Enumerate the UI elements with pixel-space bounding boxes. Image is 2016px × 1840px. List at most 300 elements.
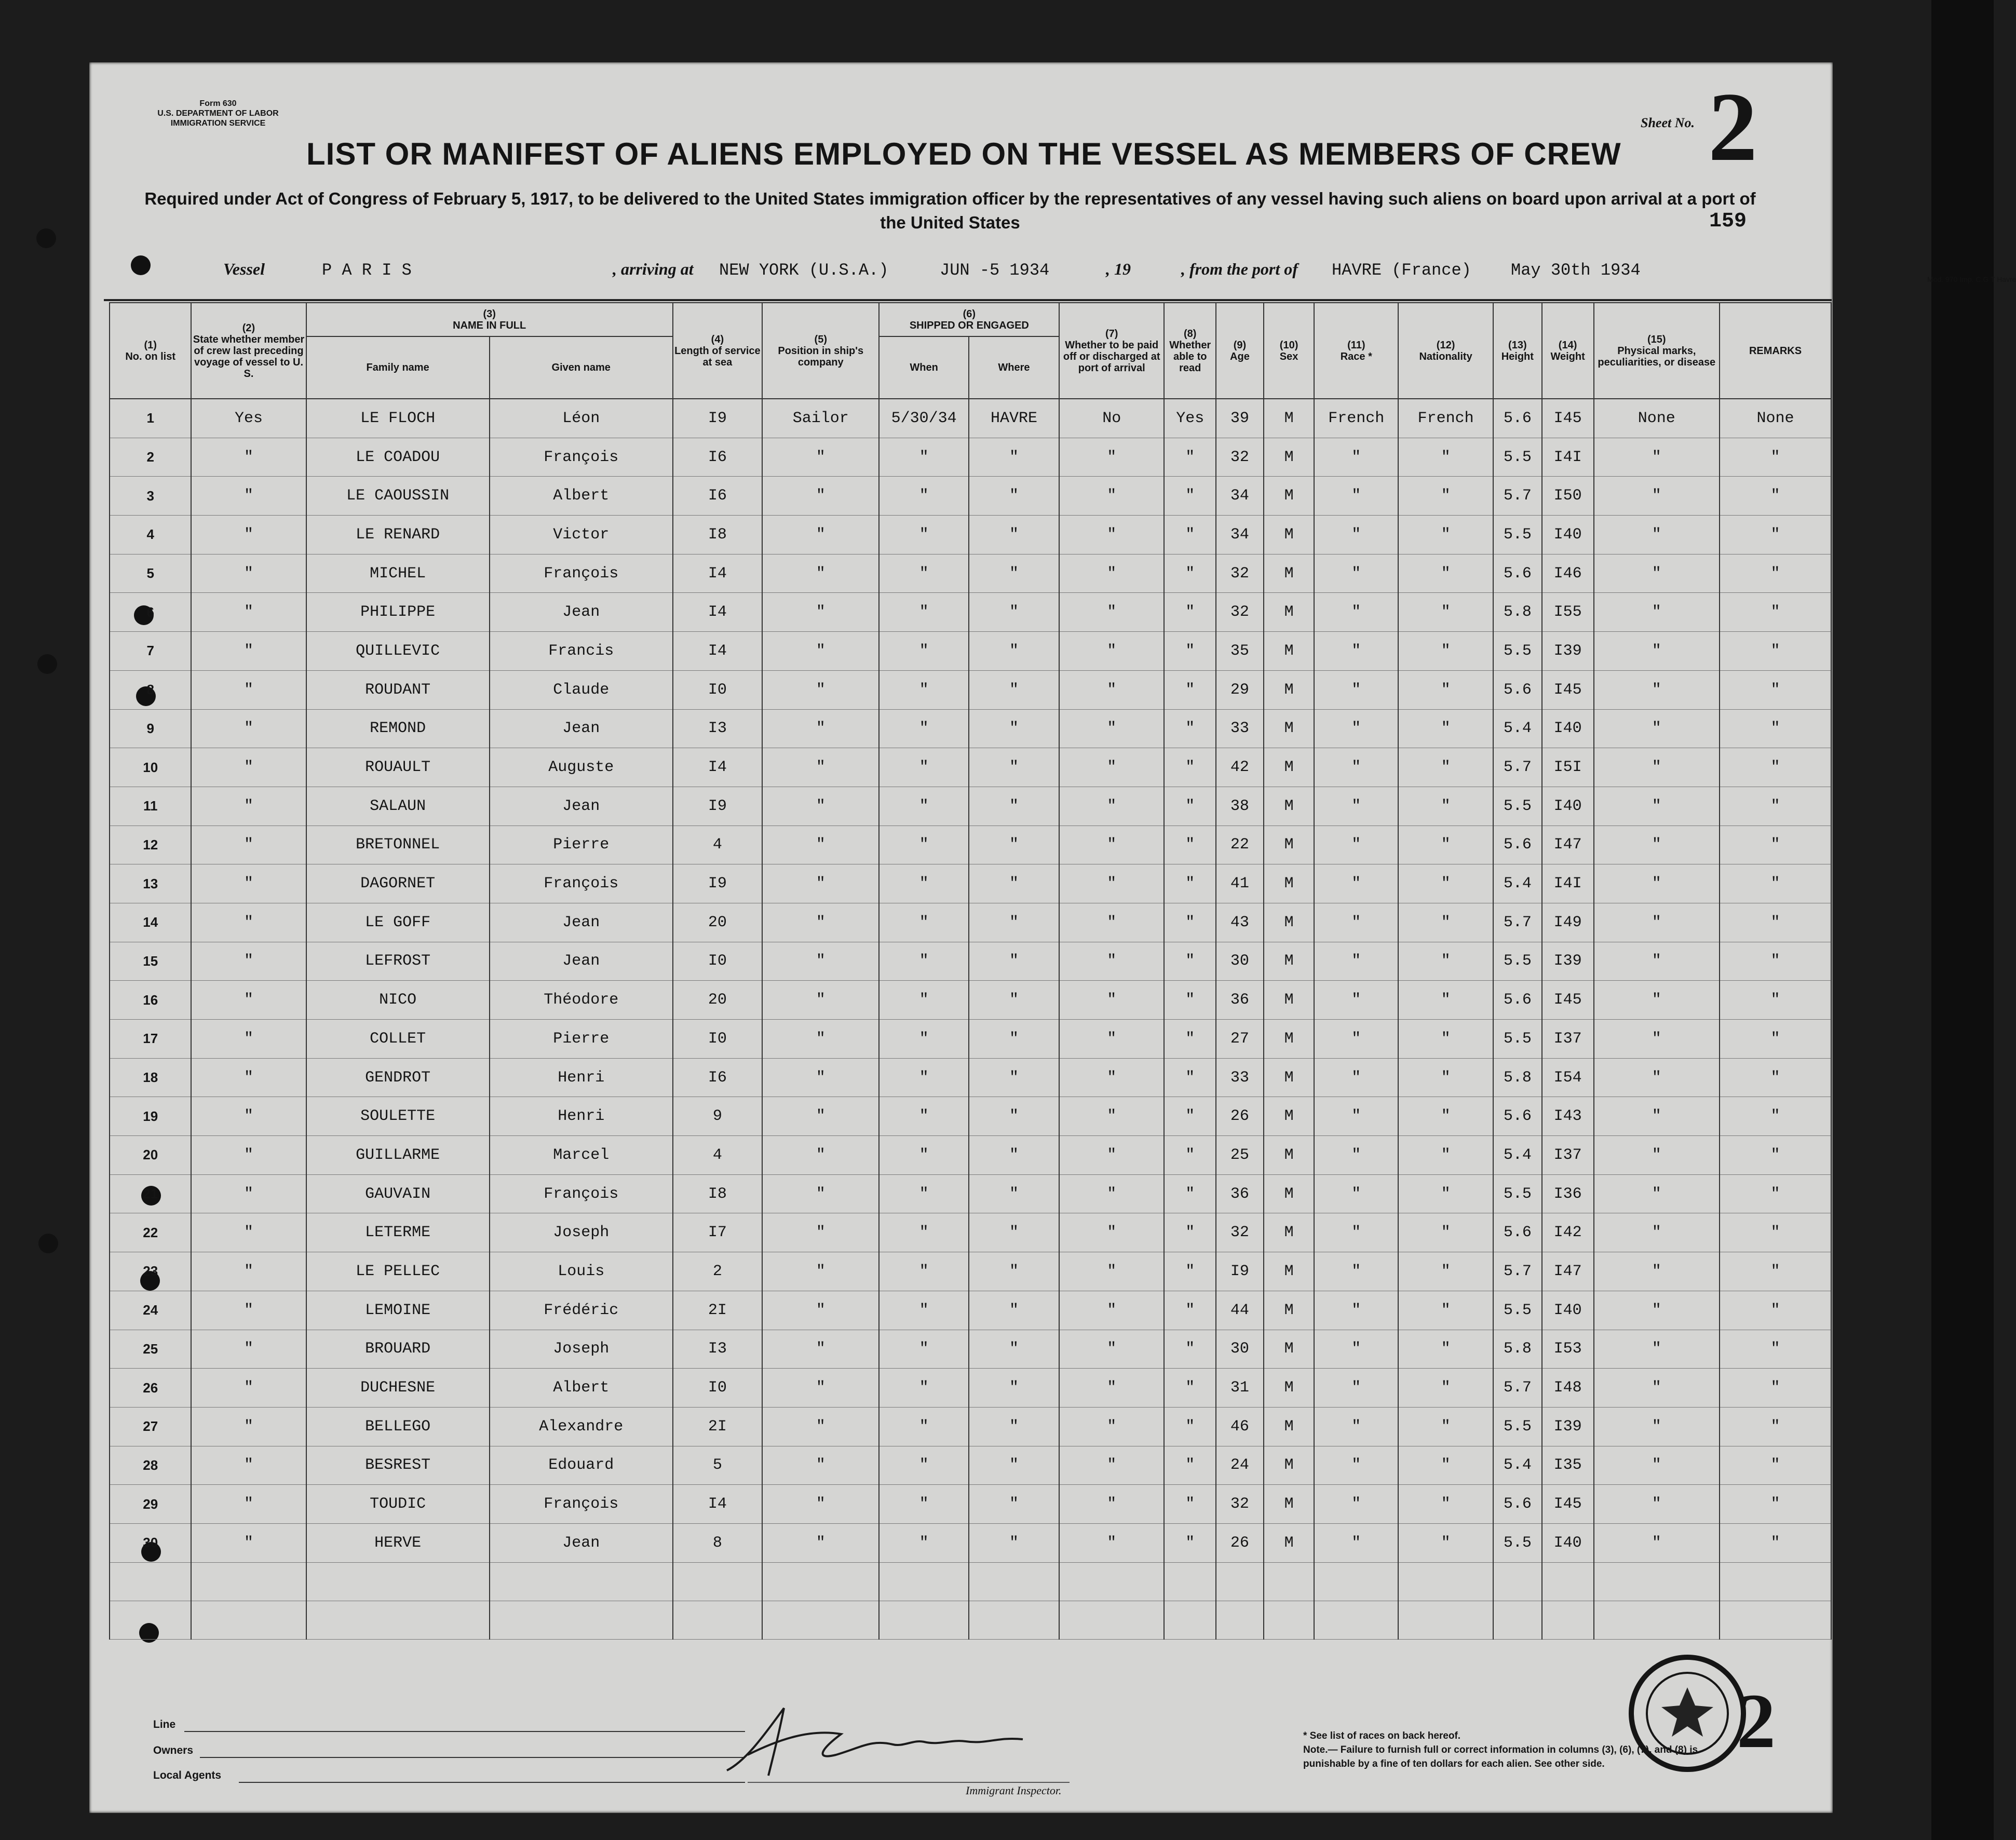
cell-height: 5.5 [1493,1523,1542,1562]
cell-race: " [1314,1330,1398,1369]
col-header-age: (9) Age [1216,303,1263,399]
cell-position: " [762,438,879,477]
cell-height: 5.7 [1493,903,1542,942]
departure-date: May 30th 1934 [1511,261,1641,280]
cell-sex: M [1264,748,1315,787]
cell-weight: I53 [1542,1330,1594,1369]
cell-read: " [1164,826,1216,864]
cell-service: 4 [673,826,762,864]
cell-service: I9 [673,399,762,438]
cell-race: " [1314,748,1398,787]
col-header-remarks: REMARKS [1720,303,1831,399]
cell-service: I4 [673,593,762,632]
cell-nationality: " [1398,709,1493,748]
cell-marks: " [1594,748,1720,787]
cell-race: " [1314,670,1398,709]
cell-sex: M [1264,1523,1315,1562]
cell-position: " [762,1213,879,1252]
cell-marks: " [1594,1136,1720,1175]
cell-paid: " [1059,1020,1164,1059]
race-note: * See list of races on back hereof. [1303,1730,1461,1741]
table-row [110,1523,1831,1562]
cell-no: 17 [110,1020,191,1059]
binder-hole [37,654,57,674]
binder-hole [131,255,151,275]
table-row [110,632,1831,671]
cell-weight: I39 [1542,942,1594,981]
col-header-previous-voyage: (2) State whether member of crew last preceding voyage of vessel to U. S. [191,303,306,399]
departure-port: HAVRE (France) [1332,261,1471,280]
cell-no: 20 [110,1136,191,1175]
cell-read: " [1164,1407,1216,1446]
cell-when: " [879,670,968,709]
cell-when: " [879,516,968,554]
cell-nationality: " [1398,864,1493,903]
cell-race: " [1314,1213,1398,1252]
table-row [110,942,1831,981]
cell-height: 5.7 [1493,477,1542,516]
cell-position: " [762,1136,879,1175]
table-row [110,981,1831,1020]
cell-prev: " [191,670,306,709]
cell-when: " [879,1136,968,1175]
cell-paid: " [1059,709,1164,748]
col-header-no: (1) No. on list [110,303,191,399]
cell-where: " [969,1485,1059,1524]
cell-weight: I55 [1542,593,1594,632]
cell-marks: " [1594,942,1720,981]
cell-read: " [1164,477,1216,516]
col-header-race: (11) Race * [1314,303,1398,399]
cell-age: 29 [1216,670,1263,709]
cell-weight: I45 [1542,399,1594,438]
cell-remarks: " [1720,554,1831,593]
cell-no: 6 [110,593,191,632]
cell-remarks: " [1720,1097,1831,1136]
col-header-family-name: Family name [306,336,490,399]
cell-remarks: " [1720,477,1831,516]
cell-race: " [1314,826,1398,864]
cell-marks: " [1594,1174,1720,1213]
cell-race: " [1314,981,1398,1020]
cell-weight: I46 [1542,554,1594,593]
cell-given: François [490,864,673,903]
cell-paid: " [1059,1446,1164,1485]
cell-marks: " [1594,1291,1720,1330]
cell-nationality: " [1398,1523,1493,1562]
cell-marks: " [1594,593,1720,632]
cell-position: " [762,748,879,787]
cell-position: " [762,1291,879,1330]
cell-paid: " [1059,903,1164,942]
cell-family: LE GOFF [306,903,490,942]
cell-weight: I42 [1542,1213,1594,1252]
table-row [110,593,1831,632]
cell-service: I6 [673,438,762,477]
cell-family: LEFROST [306,942,490,981]
cell-race: " [1314,1291,1398,1330]
cell-given: Pierre [490,826,673,864]
cell-position: " [762,477,879,516]
cell-prev: " [191,1369,306,1408]
cell-nationality: " [1398,1330,1493,1369]
fine-note: Note.— Failure to furnish full or correct information in columns (3), (6), (7), and (8) is punishable by a fine of ten dollars for each alien. See other side. [1303,1744,1698,1769]
cell-given: François [490,1174,673,1213]
cell-weight: I45 [1542,1485,1594,1524]
cell-where: " [969,864,1059,903]
cell-prev: Yes [191,399,306,438]
cell-position: " [762,1485,879,1524]
cell-where: " [969,942,1059,981]
cell-no: 14 [110,903,191,942]
table-row [110,748,1831,787]
cell-weight: I5I [1542,748,1594,787]
cell-where: " [969,516,1059,554]
cell-where: " [969,1136,1059,1175]
table-row [110,826,1831,864]
cell-sex: M [1264,1369,1315,1408]
cell-height: 5.4 [1493,1136,1542,1175]
cell-height: 5.6 [1493,1485,1542,1524]
cell-service: I4 [673,554,762,593]
cell-remarks: " [1720,1330,1831,1369]
cell-where: " [969,981,1059,1020]
cell-read: " [1164,438,1216,477]
cell-family: PHILIPPE [306,593,490,632]
cell-height: 5.5 [1493,1174,1542,1213]
line-label: Line [153,1719,176,1730]
cell-where: HAVRE [969,399,1059,438]
crew-manifest-table [109,302,1832,1640]
cell-nationality: " [1398,981,1493,1020]
cell-family: COLLET [306,1020,490,1059]
cell-where: " [969,1097,1059,1136]
cell-paid: " [1059,1330,1164,1369]
cell-where: " [969,1407,1059,1446]
cell-nationality: " [1398,1446,1493,1485]
cell-height: 5.5 [1493,438,1542,477]
cell-remarks: " [1720,1485,1831,1524]
cell-service: 2 [673,1252,762,1291]
cell-age: 30 [1216,1330,1263,1369]
cell-age: 31 [1216,1369,1263,1408]
cell-age: 27 [1216,1020,1263,1059]
cell-prev: " [191,554,306,593]
cell-prev: " [191,516,306,554]
cell-read: " [1164,670,1216,709]
cell-position: " [762,1446,879,1485]
cell-race: " [1314,1446,1398,1485]
cell-service: I6 [673,1058,762,1097]
cell-position: " [762,981,879,1020]
cell-read: " [1164,1020,1216,1059]
cell-remarks: " [1720,1446,1831,1485]
cell-paid: " [1059,1369,1164,1408]
cell-height: 5.4 [1493,864,1542,903]
cell-position: " [762,1252,879,1291]
cell-prev: " [191,632,306,671]
cell-remarks: " [1720,1058,1831,1097]
cell-no: 24 [110,1291,191,1330]
document-title: LIST OR MANIFEST OF ALIENS EMPLOYED ON THE VESSEL AS MEMBERS OF CREW [306,137,1621,171]
cell-remarks: " [1720,516,1831,554]
cell-nationality: " [1398,670,1493,709]
cell-nationality: " [1398,1407,1493,1446]
cell-where: " [969,1291,1059,1330]
corner-sheet-number: 2 [1737,1678,1776,1764]
cell-marks: " [1594,787,1720,826]
cell-height: 5.6 [1493,670,1542,709]
cell-marks: " [1594,632,1720,671]
cell-weight: I47 [1542,826,1594,864]
cell-marks: " [1594,477,1720,516]
cell-position: " [762,826,879,864]
table-row [110,787,1831,826]
cell-read: " [1164,1097,1216,1136]
cell-height: 5.7 [1493,748,1542,787]
cell-when: " [879,1213,968,1252]
cell-sex: M [1264,1136,1315,1175]
cell-prev: " [191,903,306,942]
cell-sex: M [1264,787,1315,826]
cell-remarks: " [1720,1213,1831,1252]
cell-where: " [969,477,1059,516]
cell-height: 5.4 [1493,709,1542,748]
cell-family: REMOND [306,709,490,748]
cell-weight: I40 [1542,709,1594,748]
cell-sex: M [1264,516,1315,554]
cell-race: " [1314,1252,1398,1291]
page-number: 159 [1709,210,1747,233]
cell-family: SALAUN [306,787,490,826]
cell-age: 39 [1216,399,1263,438]
cell-family: LE COADOU [306,438,490,477]
cell-no: 1 [110,399,191,438]
cell-given: Jean [490,903,673,942]
cell-sex: M [1264,1174,1315,1213]
cell-family: MICHEL [306,554,490,593]
cell-age: I9 [1216,1252,1263,1291]
cell-given: Joseph [490,1213,673,1252]
cell-service: I9 [673,864,762,903]
cell-service: I0 [673,1369,762,1408]
arriving-label: , arriving at [613,260,694,278]
cell-marks: " [1594,1252,1720,1291]
cell-when: " [879,554,968,593]
cell-weight: I37 [1542,1020,1594,1059]
cell-prev: " [191,1523,306,1562]
cell-when: " [879,1174,968,1213]
cell-prev: " [191,1097,306,1136]
cell-family: BRETONNEL [306,826,490,864]
cell-when: " [879,864,968,903]
cell-prev: " [191,1291,306,1330]
cell-prev: " [191,1136,306,1175]
cell-paid: " [1059,1097,1164,1136]
cell-paid: " [1059,1485,1164,1524]
form-service: IMMIGRATION SERVICE [170,119,266,128]
cell-age: 32 [1216,554,1263,593]
cell-nationality: " [1398,1369,1493,1408]
cell-position: " [762,903,879,942]
cell-when: " [879,1446,968,1485]
cell-paid: " [1059,1252,1164,1291]
cell-no: 7 [110,632,191,671]
cell-height: 5.8 [1493,593,1542,632]
cell-paid: " [1059,1291,1164,1330]
cell-where: " [969,1058,1059,1097]
cell-read: " [1164,709,1216,748]
cell-remarks: " [1720,942,1831,981]
cell-marks: " [1594,516,1720,554]
cell-sex: M [1264,1446,1315,1485]
cell-when: " [879,1407,968,1446]
cell-marks: " [1594,554,1720,593]
cell-nationality: " [1398,1097,1493,1136]
cell-position: Sailor [762,399,879,438]
cell-remarks: " [1720,903,1831,942]
cell-service: I4 [673,748,762,787]
cell-read: " [1164,1369,1216,1408]
agents-underline [239,1782,745,1783]
consulate-seal [1625,1651,1750,1776]
cell-sex: M [1264,399,1315,438]
cell-given: Auguste [490,748,673,787]
cell-when: " [879,787,968,826]
cell-when: " [879,593,968,632]
cell-age: 26 [1216,1097,1263,1136]
cell-remarks: None [1720,399,1831,438]
cell-position: " [762,864,879,903]
cell-paid: " [1059,942,1164,981]
cell-weight: I40 [1542,516,1594,554]
cell-age: 36 [1216,981,1263,1020]
from-port-label: , from the port of [1181,260,1298,278]
cell-when: " [879,1291,968,1330]
cell-read: " [1164,1485,1216,1524]
cell-family: LE CAOUSSIN [306,477,490,516]
cell-remarks: " [1720,709,1831,748]
cell-nationality: " [1398,554,1493,593]
cell-no: 8 [110,670,191,709]
cell-sex: M [1264,1097,1315,1136]
cell-prev: " [191,1020,306,1059]
cell-paid: " [1059,632,1164,671]
cell-race: French [1314,399,1398,438]
cell-position: " [762,709,879,748]
cell-where: " [969,1523,1059,1562]
cell-weight: I54 [1542,1058,1594,1097]
col-header-when: When [879,336,968,399]
cell-where: " [969,1213,1059,1252]
cell-marks: " [1594,826,1720,864]
table-row [110,903,1831,942]
cell-race: " [1314,787,1398,826]
cell-prev: " [191,1407,306,1446]
cell-sex: M [1264,981,1315,1020]
cell-marks: " [1594,1407,1720,1446]
cell-remarks: " [1720,981,1831,1020]
cell-no: 11 [110,787,191,826]
cell-sex: M [1264,826,1315,864]
cell-service: I0 [673,942,762,981]
cell-remarks: " [1720,826,1831,864]
cell-paid: " [1059,516,1164,554]
cell-where: " [969,438,1059,477]
cell-service: 8 [673,1523,762,1562]
cell-nationality: " [1398,1020,1493,1059]
cell-sex: M [1264,1485,1315,1524]
cell-no: 30 [110,1523,191,1562]
cell-where: " [969,632,1059,671]
form-department: U.S. DEPARTMENT OF LABOR [157,109,279,118]
cell-weight: I49 [1542,903,1594,942]
cell-given: François [490,554,673,593]
cell-when: " [879,903,968,942]
cell-paid: " [1059,981,1164,1020]
cell-no: 2 [110,438,191,477]
cell-service: 20 [673,903,762,942]
cell-when: " [879,981,968,1020]
cell-age: 42 [1216,748,1263,787]
vessel-label: Vessel [223,260,265,278]
cell-given: Jean [490,709,673,748]
table-row [110,1020,1831,1059]
cell-prev: " [191,709,306,748]
cell-nationality: " [1398,477,1493,516]
cell-paid: " [1059,1174,1164,1213]
table-row [110,1330,1831,1369]
cell-given: Albert [490,477,673,516]
cell-where: " [969,1020,1059,1059]
table-row [110,1407,1831,1446]
cell-family: QUILLEVIC [306,632,490,671]
cell-service: I3 [673,1330,762,1369]
cell-remarks: " [1720,787,1831,826]
table-row [110,670,1831,709]
cell-remarks: " [1720,1369,1831,1408]
cell-family: GENDROT [306,1058,490,1097]
cell-read: " [1164,1291,1216,1330]
cell-prev: " [191,1252,306,1291]
owners-label: Owners [153,1744,194,1756]
table-row [110,1369,1831,1408]
cell-prev: " [191,1174,306,1213]
cell-remarks: " [1720,632,1831,671]
cell-read: Yes [1164,399,1216,438]
cell-prev: " [191,1330,306,1369]
cell-no: 13 [110,864,191,903]
cell-marks: " [1594,1446,1720,1485]
cell-weight: I40 [1542,1291,1594,1330]
cell-family: BELLEGO [306,1407,490,1446]
cell-where: " [969,709,1059,748]
col-header-nationality: (12) Nationality [1398,303,1493,399]
cell-race: " [1314,1485,1398,1524]
cell-service: 2I [673,1291,762,1330]
cell-paid: " [1059,438,1164,477]
cell-sex: M [1264,1330,1315,1369]
cell-when: " [879,1020,968,1059]
cell-age: 24 [1216,1446,1263,1485]
cell-sex: M [1264,903,1315,942]
col-header-weight: (14) Weight [1542,303,1594,399]
col-header-sex: (10) Sex [1264,303,1315,399]
cell-when: " [879,632,968,671]
cell-given: Jean [490,1523,673,1562]
cell-height: 5.6 [1493,981,1542,1020]
cell-read: " [1164,1174,1216,1213]
